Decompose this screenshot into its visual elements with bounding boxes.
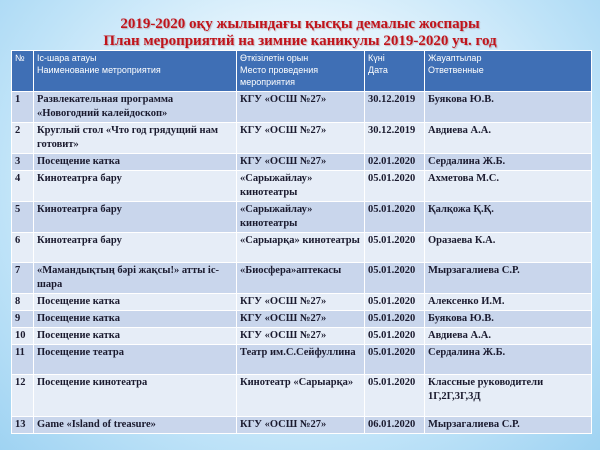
row-date: 05.01.2020 bbox=[365, 328, 425, 345]
header-venue bbox=[237, 51, 365, 92]
row-responsible: Қалқожа Қ.Қ. bbox=[425, 202, 592, 233]
table-row bbox=[12, 375, 592, 417]
row-date: 06.01.2020 bbox=[365, 417, 425, 434]
row-responsible: Буякова Ю.В. bbox=[425, 92, 592, 123]
row-venue: «Биосфера»аптекасы bbox=[237, 263, 365, 294]
table-row bbox=[12, 123, 592, 154]
header-number bbox=[12, 51, 34, 92]
row-date: 05.01.2020 bbox=[365, 233, 425, 263]
row-number: 6 bbox=[12, 233, 34, 263]
row-venue: КГУ «ОСШ №27» bbox=[237, 92, 365, 123]
row-number: 7 bbox=[12, 263, 34, 294]
row-event-name: Посещение катка bbox=[34, 328, 237, 345]
table-row bbox=[12, 328, 592, 345]
row-date: 30.12.2019 bbox=[365, 92, 425, 123]
row-responsible: Ахметова М.С. bbox=[425, 171, 592, 202]
row-venue: КГУ «ОСШ №27» bbox=[237, 417, 365, 434]
row-venue: «Сарыжайлау» кинотеатры bbox=[237, 202, 365, 233]
header-responsible bbox=[425, 51, 592, 92]
row-event-name: Кинотеатрға бару bbox=[34, 171, 237, 202]
header-date-ru: Дата bbox=[368, 65, 388, 75]
header-date bbox=[365, 51, 425, 92]
row-responsible: Сердалина Ж.Б. bbox=[425, 345, 592, 375]
row-number: 11 bbox=[12, 345, 34, 375]
row-responsible: Сердалина Ж.Б. bbox=[425, 154, 592, 171]
page-title-kazakh: 2019-2020 оқу жылындағы қысқы демалыс жоспары bbox=[120, 16, 480, 32]
row-number: 3 bbox=[12, 154, 34, 171]
page-title-russian: План мероприятий на зимние каникулы 2019-2020 уч. год bbox=[103, 33, 497, 49]
row-number: 12 bbox=[12, 375, 34, 417]
table-row bbox=[12, 171, 592, 202]
row-event-name: Посещение кинотеатра bbox=[34, 375, 237, 417]
row-date: 05.01.2020 bbox=[365, 345, 425, 375]
row-venue: КГУ «ОСШ №27» bbox=[237, 154, 365, 171]
row-venue: Театр им.С.Сейфуллина bbox=[237, 345, 365, 375]
row-responsible: Алексенко И.М. bbox=[425, 294, 592, 311]
row-number: 2 bbox=[12, 123, 34, 154]
row-responsible: Классные руководители 1Г,2Г,3Г,3Д bbox=[425, 375, 592, 417]
header-event-name-ru: Наименование метроприятия bbox=[37, 65, 161, 75]
row-venue: КГУ «ОСШ №27» bbox=[237, 328, 365, 345]
row-event-name: Посещение катка bbox=[34, 294, 237, 311]
header-date-kz: Күні bbox=[368, 53, 385, 63]
row-event-name: «Мамандықтың бәрі жақсы!» атты іс-шара bbox=[34, 263, 237, 294]
table-header-row bbox=[12, 51, 592, 92]
table-row bbox=[12, 154, 592, 171]
row-date: 05.01.2020 bbox=[365, 202, 425, 233]
row-date: 05.01.2020 bbox=[365, 375, 425, 417]
table-row bbox=[12, 417, 592, 434]
table-row bbox=[12, 294, 592, 311]
table-row bbox=[12, 345, 592, 375]
row-responsible: Оразаева К.А. bbox=[425, 233, 592, 263]
table-row bbox=[12, 311, 592, 328]
table-row bbox=[12, 263, 592, 294]
row-responsible: Мырзагалиева С.Р. bbox=[425, 263, 592, 294]
header-number-label: № bbox=[15, 53, 25, 63]
row-responsible: Мырзагалиева С.Р. bbox=[425, 417, 592, 434]
row-responsible: Авдиева А.А. bbox=[425, 328, 592, 345]
row-venue: «Сарыарқа» кинотеатры bbox=[237, 233, 365, 263]
header-responsible-kz: Жауаптылар bbox=[428, 53, 482, 63]
row-event-name: Кинотеатрға бару bbox=[34, 233, 237, 263]
table-row bbox=[12, 202, 592, 233]
row-event-name: Посещение катка bbox=[34, 311, 237, 328]
row-event-name: Круглый стол «Что год грядущий нам готовит» bbox=[34, 123, 237, 154]
header-responsible-ru: Ответвенные bbox=[428, 65, 484, 75]
row-event-name: Посещение катка bbox=[34, 154, 237, 171]
row-responsible: Авдиева А.А. bbox=[425, 123, 592, 154]
row-number: 1 bbox=[12, 92, 34, 123]
row-number: 10 bbox=[12, 328, 34, 345]
row-number: 5 bbox=[12, 202, 34, 233]
header-event-name bbox=[34, 51, 237, 92]
table-row bbox=[12, 92, 592, 123]
row-event-name: Game «Island of treasure» bbox=[34, 417, 237, 434]
row-venue: КГУ «ОСШ №27» bbox=[237, 294, 365, 311]
row-number: 8 bbox=[12, 294, 34, 311]
row-event-name: Развлекательная программа «Новогодний калейдоскоп» bbox=[34, 92, 237, 123]
row-responsible: Буякова Ю.В. bbox=[425, 311, 592, 328]
row-number: 13 bbox=[12, 417, 34, 434]
header-venue-kz: Өткізілетін орын bbox=[240, 53, 309, 63]
row-number: 9 bbox=[12, 311, 34, 328]
row-event-name: Кинотеатрға бару bbox=[34, 202, 237, 233]
row-date: 05.01.2020 bbox=[365, 311, 425, 328]
header-event-name-kz: Іс-шара атауы bbox=[37, 53, 97, 63]
row-event-name: Посещение театра bbox=[34, 345, 237, 375]
row-date: 30.12.2019 bbox=[365, 123, 425, 154]
row-venue: КГУ «ОСШ №27» bbox=[237, 123, 365, 154]
events-table bbox=[11, 50, 592, 434]
row-date: 05.01.2020 bbox=[365, 171, 425, 202]
row-date: 02.01.2020 bbox=[365, 154, 425, 171]
row-venue: КГУ «ОСШ №27» bbox=[237, 311, 365, 328]
row-date: 05.01.2020 bbox=[365, 263, 425, 294]
row-venue: «Сарыжайлау» кинотеатры bbox=[237, 171, 365, 202]
row-date: 05.01.2020 bbox=[365, 294, 425, 311]
header-venue-ru: Место проведения мероприятия bbox=[240, 65, 319, 87]
row-venue: Кинотеатр «Сарыарқа» bbox=[237, 375, 365, 417]
table-row bbox=[12, 233, 592, 263]
row-number: 4 bbox=[12, 171, 34, 202]
